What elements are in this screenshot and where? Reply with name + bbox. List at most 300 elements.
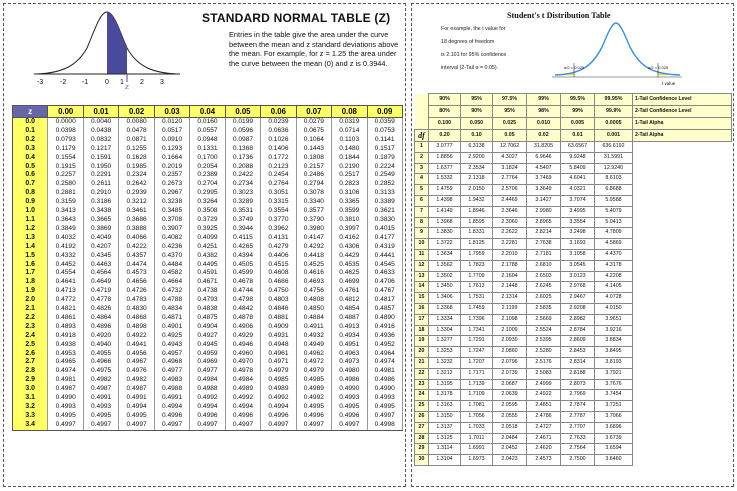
z-table-cell: 0.2324 xyxy=(119,171,154,180)
left-tail-label: α/2 = 0.025 xyxy=(564,65,585,70)
t-table-header-row xyxy=(415,94,732,106)
z-table-row xyxy=(13,376,403,385)
t-table-cell: 2.0687 xyxy=(493,379,527,390)
z-table-cell: 0.3749 xyxy=(225,216,260,225)
t-table-cell: 12.9240 xyxy=(595,163,633,174)
z-table-cell: 0.2794 xyxy=(296,180,331,189)
t-table-cell: 1.7396 xyxy=(461,314,493,325)
t-description-line: For example, the t value for xyxy=(441,26,506,32)
z-table-cell: 0.4279 xyxy=(261,243,296,252)
z-table-cell: 0.4982 xyxy=(119,376,154,385)
t-table-cell: 1.4759 xyxy=(429,185,461,196)
empty-trailing-cell xyxy=(633,282,732,293)
z-table-cell: 0.4990 xyxy=(48,394,83,403)
z-table-cell: 0.2704 xyxy=(190,180,225,189)
z-table-cell: 0.4319 xyxy=(367,243,402,252)
t-table-cell: 2.8073 xyxy=(561,379,595,390)
z-table-cell: 0.0359 xyxy=(367,118,402,127)
df-row-label: 25 xyxy=(415,401,429,412)
t-table-row xyxy=(415,411,732,422)
t-header-label: 1-Tail Confidence Level xyxy=(633,94,732,106)
t-table-cell: 3.8834 xyxy=(595,336,633,347)
t-table-cell: 2.8188 xyxy=(561,368,595,379)
z-table-cell: 0.3023 xyxy=(225,189,260,198)
df-row-label: 18 xyxy=(415,325,429,336)
z-table-cell: 0.3621 xyxy=(367,207,402,216)
t-table-cell: 2.7764 xyxy=(493,174,527,185)
z-table-cell: 0.0596 xyxy=(225,127,260,136)
z-table-cell: 0.1950 xyxy=(83,163,118,172)
z-table-cell: 0.4452 xyxy=(48,261,83,270)
z-table-cell: 0.4940 xyxy=(83,341,118,350)
z-table-cell: 0.2549 xyxy=(367,171,402,180)
z-row-label: 1.4 xyxy=(13,243,48,252)
z-table-cell: 0.4943 xyxy=(154,341,189,350)
t-table-cell: 2.6810 xyxy=(527,260,561,271)
empty-trailing-cell xyxy=(633,239,732,250)
z-row-label: 0.7 xyxy=(13,180,48,189)
z-table-row xyxy=(13,367,403,376)
t-table-row xyxy=(415,142,732,153)
decimal-column-header: 0.06 xyxy=(261,106,296,118)
z-row-label: 2.7 xyxy=(13,358,48,367)
t-table-cell: 2.3060 xyxy=(493,217,527,228)
z-table-cell: 0.2580 xyxy=(48,180,83,189)
z-table-cell: 0.4980 xyxy=(332,367,367,376)
z-row-label: 0.8 xyxy=(13,189,48,198)
empty-trailing-cell xyxy=(633,433,732,444)
z-table-cell: 0.4545 xyxy=(367,261,402,270)
z-table-cell: 0.4846 xyxy=(261,305,296,314)
z-table-panel xyxy=(3,3,406,487)
z-table-cell: 0.0040 xyxy=(83,118,118,127)
t-table-cell: 2.0739 xyxy=(493,368,527,379)
decimal-column-header: 0.04 xyxy=(190,106,225,118)
t-table-cell: 2.7874 xyxy=(561,401,595,412)
z-table-cell: 0.4979 xyxy=(261,367,296,376)
z-table-cell: 0.4996 xyxy=(296,412,331,421)
z-table-cell: 0.3159 xyxy=(48,198,83,207)
t-table-cell: 4.0150 xyxy=(595,303,633,314)
t-table-row xyxy=(415,357,732,368)
z-table-cell: 0.0199 xyxy=(225,118,260,127)
t-table-cell: 3.3554 xyxy=(561,217,595,228)
t-header-value: 95% xyxy=(461,94,493,106)
z-table-cell: 0.4997 xyxy=(83,421,118,430)
z-table-cell: 0.4633 xyxy=(367,269,402,278)
z-table-cell: 0.0948 xyxy=(190,136,225,145)
empty-trailing-cell xyxy=(633,174,732,185)
z-table-cell: 0.4992 xyxy=(225,394,260,403)
t-table-cell: 3.1824 xyxy=(493,163,527,174)
z-table-row xyxy=(13,323,403,332)
z-table-row xyxy=(13,394,403,403)
empty-trailing-cell xyxy=(633,163,732,174)
z-table-cell: 0.4981 xyxy=(367,367,402,376)
t-table-cell: 1.3125 xyxy=(429,433,461,444)
t-header-value: 0.20 xyxy=(429,130,461,142)
z-table-cell: 0.4441 xyxy=(367,252,402,261)
z-table-cell: 0.4463 xyxy=(83,261,118,270)
z-table-cell: 0.3078 xyxy=(296,189,331,198)
empty-corner-cell xyxy=(415,106,429,118)
df-row-label: 20 xyxy=(415,347,429,358)
t-header-value: 0.025 xyxy=(493,118,527,130)
z-row-label: 1.7 xyxy=(13,269,48,278)
z-table-cell: 0.4115 xyxy=(225,234,260,243)
z-table-cell: 0.4812 xyxy=(332,296,367,305)
t-table-cell: 1.6991 xyxy=(461,444,493,455)
z-table-cell: 0.1331 xyxy=(190,145,225,154)
t-table-cell: 2.5395 xyxy=(527,336,561,347)
z-table-cell: 0.2939 xyxy=(119,189,154,198)
z-table-cell: 0.4992 xyxy=(261,394,296,403)
t-table-cell: 2.5280 xyxy=(527,347,561,358)
z-row-label: 3.1 xyxy=(13,394,48,403)
z-table-cell: 0.3389 xyxy=(367,198,402,207)
z-table-cell: 0.3186 xyxy=(83,198,118,207)
t-table-row xyxy=(415,163,732,174)
z-table-cell: 0.4599 xyxy=(225,269,260,278)
t-table-cell: 2.8609 xyxy=(561,336,595,347)
t-table-row xyxy=(415,401,732,412)
t-table-cell: 1.3253 xyxy=(429,347,461,358)
t-table-cell: 63.6567 xyxy=(561,142,595,153)
empty-trailing-cell xyxy=(633,336,732,347)
z-table-cell: 0.4996 xyxy=(190,412,225,421)
t-header-label: 2-Tail Alpha xyxy=(633,130,732,142)
t-table-cell: 1.3304 xyxy=(429,325,461,336)
z-table-cell: 0.0517 xyxy=(154,127,189,136)
z-table-cell: 0.0000 xyxy=(48,118,83,127)
empty-trailing-cell xyxy=(633,325,732,336)
t-table-cell: 1.8125 xyxy=(461,239,493,250)
t-table-row xyxy=(415,455,732,466)
t-table-cell: 6.3138 xyxy=(461,142,493,153)
z-table-cell: 0.4964 xyxy=(367,350,402,359)
z-table-cell: 0.2357 xyxy=(154,171,189,180)
z-table-cell: 0.4394 xyxy=(225,252,260,261)
t-table-cell: 3.6896 xyxy=(595,422,633,433)
z-table-cell: 0.1591 xyxy=(83,154,118,163)
z-table-row xyxy=(13,180,403,189)
z-table-cell: 0.3770 xyxy=(261,216,296,225)
curve-tick-label: 1 xyxy=(120,79,124,86)
z-table-cell: 0.4803 xyxy=(261,296,296,305)
z-table-cell: 0.4382 xyxy=(190,252,225,261)
z-table-cell: 0.4961 xyxy=(261,350,296,359)
z-table-row xyxy=(13,216,403,225)
t-table-cell: 1.9432 xyxy=(461,195,493,206)
t-table-row xyxy=(415,271,732,282)
z-table-cell: 0.4582 xyxy=(154,269,189,278)
z-table-cell: 0.2190 xyxy=(332,163,367,172)
t-table xyxy=(414,93,732,466)
z-table-cell: 0.4778 xyxy=(83,296,118,305)
z-table-row xyxy=(13,269,403,278)
z-table-cell: 0.4997 xyxy=(332,421,367,430)
t-table-cell: 2.4999 xyxy=(527,379,561,390)
t-table-cell: 31.8205 xyxy=(527,142,561,153)
z-table-cell: 0.3106 xyxy=(332,189,367,198)
normal-curve-illustration xyxy=(32,8,182,90)
z-table-cell: 0.2517 xyxy=(332,171,367,180)
z-table-cell: 0.4993 xyxy=(332,394,367,403)
z-table-cell: 0.2486 xyxy=(296,171,331,180)
t-header-value: 95% xyxy=(493,106,527,118)
df-row-label: 22 xyxy=(415,368,429,379)
t-header-value: 80% xyxy=(429,106,461,118)
z-row-label: 2.5 xyxy=(13,341,48,350)
z-table-cell: 0.4960 xyxy=(225,350,260,359)
df-row-label: 15 xyxy=(415,293,429,304)
z-table-cell: 0.1480 xyxy=(332,145,367,154)
z-table-cell: 0.4985 xyxy=(296,376,331,385)
z-table-cell: 0.4976 xyxy=(119,367,154,376)
z-table-cell: 0.4990 xyxy=(332,385,367,394)
z-table-cell: 0.4207 xyxy=(83,243,118,252)
z-table-cell: 0.4306 xyxy=(332,243,367,252)
z-table-cell: 0.4345 xyxy=(83,252,118,261)
t-table-cell: 2.7181 xyxy=(527,249,561,260)
t-table-row xyxy=(415,379,732,390)
z-table-cell: 0.4957 xyxy=(154,350,189,359)
z-table-cell: 0.1103 xyxy=(332,136,367,145)
t-table-cell: 1.8946 xyxy=(461,206,493,217)
t-table-cell: 31.5991 xyxy=(595,152,633,163)
z-row-label: 1.1 xyxy=(13,216,48,225)
t-table-cell: 3.6739 xyxy=(595,433,633,444)
z-table-cell: 0.4938 xyxy=(48,341,83,350)
z-table-cell: 0.4066 xyxy=(119,234,154,243)
z-table-cell: 0.0239 xyxy=(261,118,296,127)
z-table-cell: 0.4484 xyxy=(154,261,189,270)
t-table-cell: 2.1448 xyxy=(493,282,527,293)
z-table-cell: 0.4406 xyxy=(261,252,296,261)
t-table-cell: 2.8965 xyxy=(527,217,561,228)
df-row-label: 13 xyxy=(415,271,429,282)
t-table-cell: 2.5706 xyxy=(493,185,527,196)
t-table-cell: 1.3114 xyxy=(429,444,461,455)
z-table-row xyxy=(13,198,403,207)
df-row-label: 10 xyxy=(415,239,429,250)
z-table-cell: 0.2389 xyxy=(190,171,225,180)
z-table-cell: 0.4357 xyxy=(119,252,154,261)
z-table-cell: 0.0636 xyxy=(261,127,296,136)
z-table-cell: 0.1736 xyxy=(225,154,260,163)
decimal-column-header: 0.09 xyxy=(367,106,402,118)
z-row-label: 1.9 xyxy=(13,287,48,296)
z-table-cell: 0.4984 xyxy=(190,376,225,385)
z-table-cell: 0.4987 xyxy=(119,385,154,394)
z-row-label: 0.9 xyxy=(13,198,48,207)
z-table-cell: 0.4656 xyxy=(119,278,154,287)
z-table-cell: 0.1879 xyxy=(367,154,402,163)
z-table-cell: 0.2734 xyxy=(225,180,260,189)
t-table-cell: 8.6103 xyxy=(595,174,633,185)
z-table-cell: 0.4850 xyxy=(296,305,331,314)
z-table-cell: 0.3997 xyxy=(332,225,367,234)
z-table-cell: 0.2088 xyxy=(225,163,260,172)
t-table-cell: 1.3232 xyxy=(429,357,461,368)
t-table-cell: 1.8595 xyxy=(461,217,493,228)
z-column-header: z xyxy=(13,106,48,118)
z-table-cell: 0.4913 xyxy=(332,323,367,332)
t-table-row xyxy=(415,325,732,336)
z-table-cell: 0.4834 xyxy=(154,305,189,314)
z-table-cell: 0.4871 xyxy=(154,314,189,323)
t-table-cell: 3.7676 xyxy=(595,379,633,390)
z-table-cell: 0.1368 xyxy=(225,145,260,154)
z-table-cell: 0.4946 xyxy=(225,341,260,350)
curve-tick-label: 0 xyxy=(105,79,109,86)
z-table-cell: 0.4975 xyxy=(83,367,118,376)
z-table-cell: 0.2019 xyxy=(154,163,189,172)
z-table-row xyxy=(13,332,403,341)
z-table-cell: 0.4995 xyxy=(83,412,118,421)
z-table-cell: 0.2967 xyxy=(154,189,189,198)
z-table-cell: 0.1517 xyxy=(367,145,402,154)
z-table-cell: 0.3925 xyxy=(190,225,225,234)
z-table-cell: 0.4970 xyxy=(225,358,260,367)
z-row-label: 1.6 xyxy=(13,261,48,270)
t-table-cell: 1.7033 xyxy=(461,422,493,433)
z-table-cell: 0.4706 xyxy=(367,278,402,287)
t-table-header-row xyxy=(415,118,732,130)
t-table-cell: 1.7291 xyxy=(461,336,493,347)
t-table-cell: 2.4573 xyxy=(527,455,561,466)
z-table-row xyxy=(13,252,403,261)
t-table-cell: 2.7633 xyxy=(561,433,595,444)
z-table-cell: 0.4147 xyxy=(296,234,331,243)
z-table-cell: 0.1772 xyxy=(261,154,296,163)
t-table-cell: 1.3195 xyxy=(429,379,461,390)
z-table-cell: 0.4693 xyxy=(296,278,331,287)
z-table-cell: 0.2611 xyxy=(83,180,118,189)
decimal-column-header: 0.08 xyxy=(332,106,367,118)
t-header-value: 0.001 xyxy=(595,130,633,142)
z-table-cell: 0.4898 xyxy=(119,323,154,332)
z-table-cell: 0.4608 xyxy=(261,269,296,278)
z-table-cell: 0.0871 xyxy=(119,136,154,145)
z-table-cell: 0.4996 xyxy=(154,412,189,421)
z-table-cell: 0.4993 xyxy=(48,403,83,412)
t-table-cell: 1.4398 xyxy=(429,195,461,206)
z-table-row xyxy=(13,341,403,350)
z-table-row xyxy=(13,287,403,296)
z-row-label: 2.8 xyxy=(13,367,48,376)
z-table-cell: 0.4988 xyxy=(190,385,225,394)
z-table-cell: 0.2257 xyxy=(48,171,83,180)
z-table-cell: 0.0438 xyxy=(83,127,118,136)
t-header-value: 0.010 xyxy=(527,118,561,130)
z-table-row xyxy=(13,207,403,216)
empty-corner-cell xyxy=(415,94,429,106)
z-table-cell: 0.4761 xyxy=(332,287,367,296)
t-header-value: 90% xyxy=(461,106,493,118)
z-table-cell: 0.0675 xyxy=(296,127,331,136)
curve-tick-label: -1 xyxy=(82,79,89,86)
z-table-cell: 0.2823 xyxy=(332,180,367,189)
z-table-cell: 0.4808 xyxy=(296,296,331,305)
z-table-cell: 0.4767 xyxy=(367,287,402,296)
z-table-row xyxy=(13,305,403,314)
z-table-cell: 0.4251 xyxy=(190,243,225,252)
z-table-cell: 0.4881 xyxy=(261,314,296,323)
t-table-cell: 1.7531 xyxy=(461,293,493,304)
t-table-cell: 2.0423 xyxy=(493,455,527,466)
z-table-cell: 0.4564 xyxy=(83,269,118,278)
z-table-cell: 0.4974 xyxy=(48,367,83,376)
df-row-label: 19 xyxy=(415,336,429,347)
z-table-cell: 0.4959 xyxy=(190,350,225,359)
t-table-row xyxy=(415,228,732,239)
empty-trailing-cell xyxy=(633,314,732,325)
z-table-cell: 0.4699 xyxy=(332,278,367,287)
t-table-cell: 2.0796 xyxy=(493,357,527,368)
t-table-cell: 1.3368 xyxy=(429,303,461,314)
df-row-label: 12 xyxy=(415,260,429,271)
z-table-cell: 0.4995 xyxy=(119,412,154,421)
z-table-cell: 0.4986 xyxy=(332,376,367,385)
z-table-cell: 0.1554 xyxy=(48,154,83,163)
z-table-cell: 0.2422 xyxy=(225,171,260,180)
z-table-row xyxy=(13,136,403,145)
t-table-cell: 5.4079 xyxy=(595,206,633,217)
z-table-cell: 0.2157 xyxy=(296,163,331,172)
z-row-label: 0.0 xyxy=(13,118,48,127)
t-table-cell: 1.3334 xyxy=(429,314,461,325)
z-table-cell: 0.4991 xyxy=(83,394,118,403)
z-table-cell: 0.1700 xyxy=(190,154,225,163)
z-table-cell: 0.4997 xyxy=(225,421,260,430)
z-table-row xyxy=(13,145,403,154)
z-table-cell: 0.3554 xyxy=(261,207,296,216)
t-table-cell: 4.0728 xyxy=(595,293,633,304)
t-table-cell: 2.9200 xyxy=(461,152,493,163)
z-table-cell: 0.4994 xyxy=(154,403,189,412)
t-table-cell: 3.4995 xyxy=(561,206,595,217)
z-table-cell: 0.4713 xyxy=(48,287,83,296)
df-row-label: 6 xyxy=(415,195,429,206)
z-table-cell: 0.4732 xyxy=(154,287,189,296)
z-row-label: 2.9 xyxy=(13,376,48,385)
t-table-cell: 1.3450 xyxy=(429,282,461,293)
z-table-cell: 0.4890 xyxy=(367,314,402,323)
z-table-cell: 0.4966 xyxy=(83,358,118,367)
curve-tick-label: 3 xyxy=(160,79,164,86)
t-table-cell: 1.3502 xyxy=(429,271,461,282)
z-row-label: 0.2 xyxy=(13,136,48,145)
z-table-cell: 0.4969 xyxy=(190,358,225,367)
df-row-label: 24 xyxy=(415,390,429,401)
empty-trailing-cell xyxy=(633,185,732,196)
z-table-cell: 0.0080 xyxy=(119,118,154,127)
t-table-cell: 2.1098 xyxy=(493,314,527,325)
z-table-cell: 0.4875 xyxy=(190,314,225,323)
z-table-cell: 0.4162 xyxy=(332,234,367,243)
z-table-cell: 0.1179 xyxy=(48,145,83,154)
z-table-cell: 0.4798 xyxy=(225,296,260,305)
z-table-cell: 0.4989 xyxy=(296,385,331,394)
z-table-cell: 0.4573 xyxy=(119,269,154,278)
z-table-cell: 0.1844 xyxy=(332,154,367,163)
t-table-cell: 2.5083 xyxy=(527,368,561,379)
z-table-row xyxy=(13,127,403,136)
df-row-label: 14 xyxy=(415,282,429,293)
t-table-cell: 4.5869 xyxy=(595,239,633,250)
z-table-cell: 0.4997 xyxy=(154,421,189,430)
